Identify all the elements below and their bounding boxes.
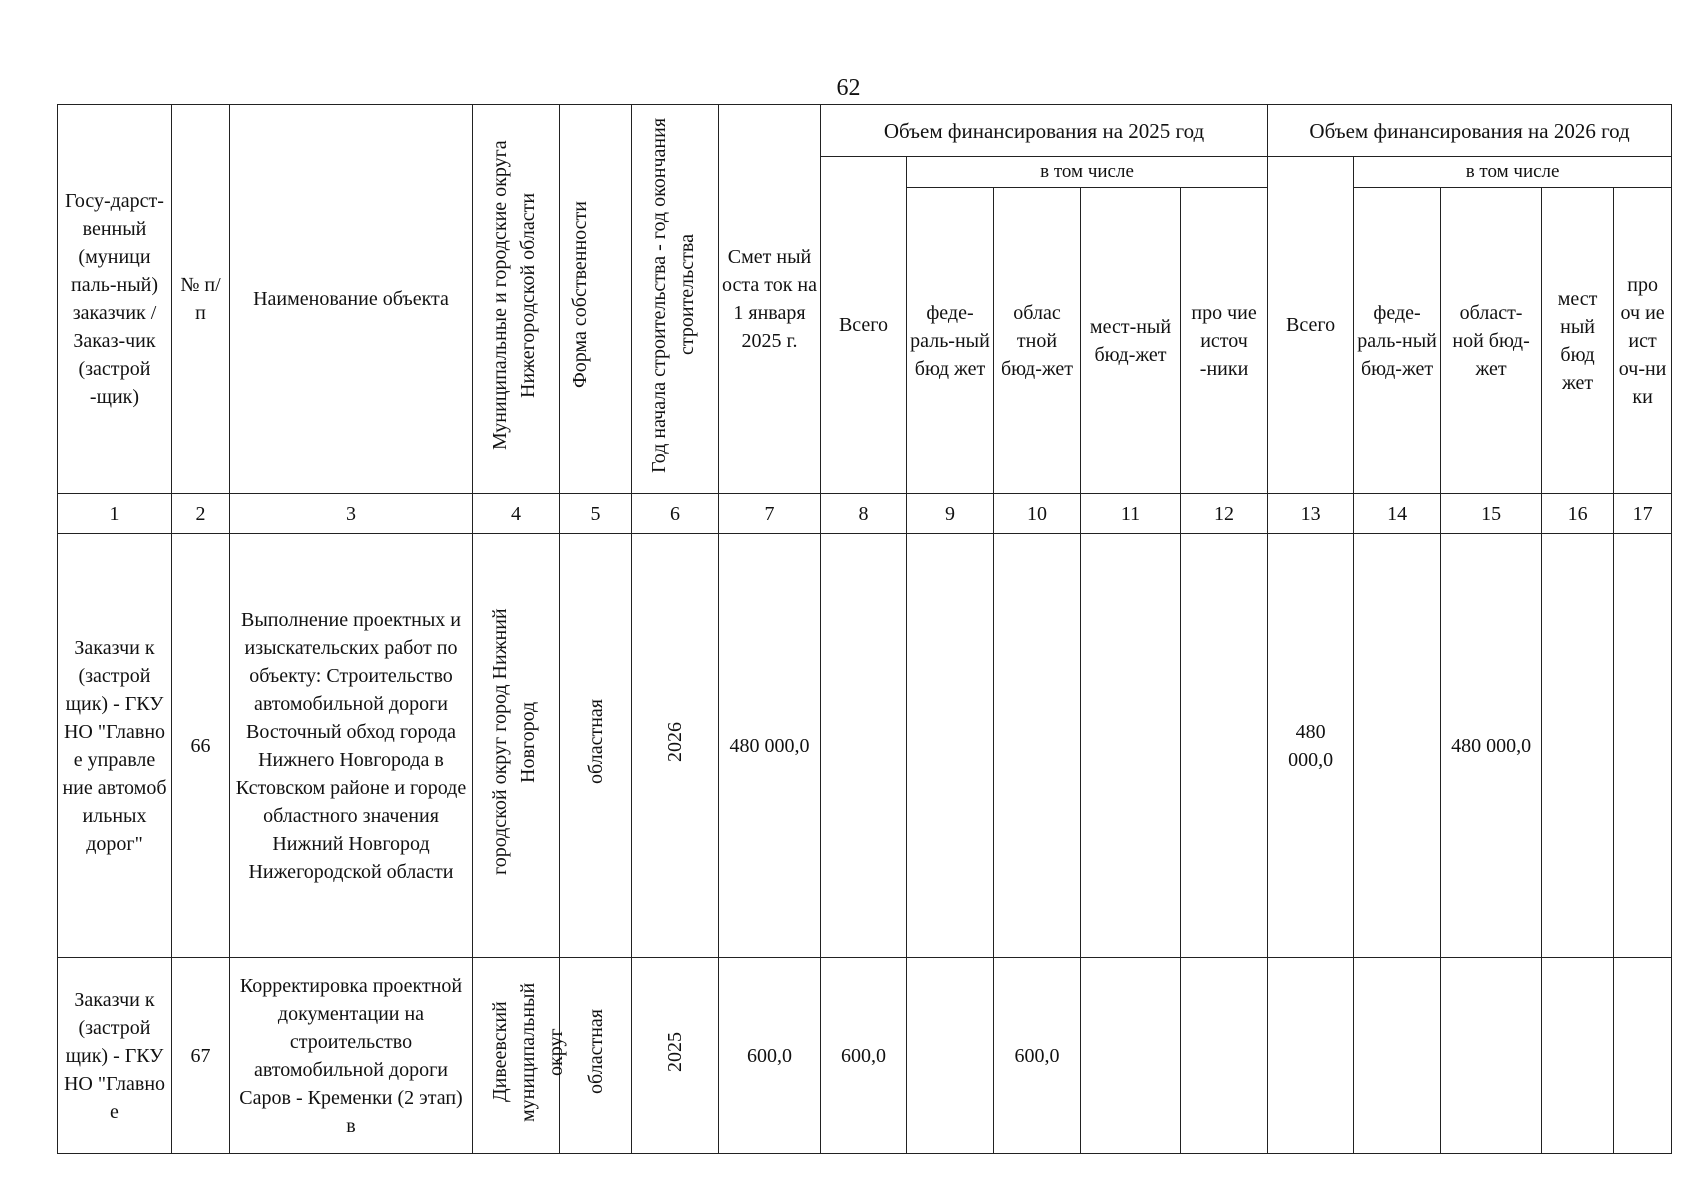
header-number: № п/п <box>172 105 230 494</box>
years-text: 2026 <box>664 721 686 762</box>
obl-2025-cell: 600,0 <box>994 958 1081 1154</box>
header-incl-2026: в том числе <box>1354 157 1672 188</box>
header-other-2026: про оч ие ист оч-ни ки <box>1614 188 1672 494</box>
header-total-2026: Всего <box>1268 157 1354 494</box>
ownership-text: областная <box>584 699 607 784</box>
header-district <box>473 105 560 494</box>
ownership-text: областная <box>584 1009 607 1094</box>
header-years-text: Год начала строительства - год окончания строительства <box>648 117 698 473</box>
fed-2025-cell <box>907 534 994 958</box>
col-number: 7 <box>719 494 821 534</box>
page-number: 62 <box>836 75 861 101</box>
header-fed-2026: феде-раль-ный бюд-жет <box>1354 188 1441 494</box>
col-number: 15 <box>1441 494 1542 534</box>
years-cell <box>632 958 719 1154</box>
years-cell <box>632 534 719 958</box>
object-name-cell: Корректировка проектной документации на строительство автомобильной дороги Саров - Кременки (2 этап) в <box>230 958 473 1154</box>
local-2025-cell <box>1081 534 1181 958</box>
header-years <box>632 105 719 494</box>
column-numbers-row <box>58 494 1672 534</box>
other-2026-cell <box>1614 534 1672 958</box>
obl-2025-cell <box>994 534 1081 958</box>
col-number: 16 <box>1542 494 1614 534</box>
header-row-groups <box>58 105 1672 157</box>
total-2026-cell: 480 000,0 <box>1268 534 1354 958</box>
other-2026-cell <box>1614 958 1672 1154</box>
object-name-cell: Выполнение проектных и изыскательских работ по объекту: Строительство автомобильной дороги Восточный обход города Нижнего Новгорода в Кстовском районе и городе областного значения Нижний Новгород Нижегородской области <box>230 534 473 958</box>
ownership-cell <box>560 958 632 1154</box>
col-number: 5 <box>560 494 632 534</box>
header-local-2025: мест-ный бюд-жет <box>1081 188 1181 494</box>
col-number: 1 <box>58 494 172 534</box>
col-number: 17 <box>1614 494 1672 534</box>
header-group-2025: Объем финансирования на 2025 год <box>821 105 1268 157</box>
district-cell <box>473 534 560 958</box>
header-object-name: Наименование объекта <box>230 105 473 494</box>
col-number: 9 <box>907 494 994 534</box>
total-2025-cell <box>821 534 907 958</box>
header-obl-2025: облас тной бюд-жет <box>994 188 1081 494</box>
header-district-text: Муниципальные и городские округа Нижегородской области <box>489 140 539 450</box>
table-row <box>58 958 1672 1154</box>
header-local-2026: мест ный бюд жет <box>1542 188 1614 494</box>
header-fed-2025: феде-раль-ный бюд жет <box>907 188 994 494</box>
obl-2026-cell <box>1441 958 1542 1154</box>
remainder-cell: 480 000,0 <box>719 534 821 958</box>
header-remainder: Смет ный оста ток на 1 января 2025 г. <box>719 105 821 494</box>
header-ownership-text: Форма собственности <box>568 201 591 389</box>
col-number: 10 <box>994 494 1081 534</box>
local-2025-cell <box>1081 958 1181 1154</box>
header-group-2026: Объем финансирования на 2026 год <box>1268 105 1672 157</box>
col-number: 6 <box>632 494 719 534</box>
row-number-cell: 66 <box>172 534 230 958</box>
header-customer: Госу-дарст-венный (муници паль-ный) заказчик / Заказ-чик (застрой -щик) <box>58 105 172 494</box>
ownership-cell <box>560 534 632 958</box>
customer-cell: Заказчи к (застрой щик) - ГКУ НО "Главно е управле ние автомоб ильных дорог" <box>58 534 172 958</box>
col-number: 8 <box>821 494 907 534</box>
col-number: 12 <box>1181 494 1268 534</box>
years-text: 2025 <box>664 1031 686 1072</box>
district-text: городской округ город Нижний Новгород <box>489 608 539 875</box>
fed-2025-cell <box>907 958 994 1154</box>
district-text: Дивеевский муниципальный округ <box>489 981 567 1122</box>
header-ownership <box>560 105 632 494</box>
obl-2026-cell: 480 000,0 <box>1441 534 1542 958</box>
col-number: 2 <box>172 494 230 534</box>
local-2026-cell <box>1542 958 1614 1154</box>
header-incl-2025: в том числе <box>907 157 1268 188</box>
fed-2026-cell <box>1354 534 1441 958</box>
col-number: 3 <box>230 494 473 534</box>
financing-table <box>57 104 1672 1154</box>
col-number: 4 <box>473 494 560 534</box>
district-cell <box>473 958 567 1154</box>
fed-2026-cell <box>1354 958 1441 1154</box>
col-number: 14 <box>1354 494 1441 534</box>
row-number-cell: 67 <box>172 958 230 1154</box>
total-2025-cell: 600,0 <box>821 958 907 1154</box>
total-2026-cell <box>1268 958 1354 1154</box>
other-2025-cell <box>1181 534 1268 958</box>
header-obl-2026: област-ной бюд-жет <box>1441 188 1542 494</box>
header-total-2025: Всего <box>821 157 907 494</box>
other-2025-cell <box>1181 958 1268 1154</box>
customer-cell: Заказчи к (застрой щик) - ГКУ НО "Главно е <box>58 958 172 1154</box>
col-number: 13 <box>1268 494 1354 534</box>
local-2026-cell <box>1542 534 1614 958</box>
col-number: 11 <box>1081 494 1181 534</box>
remainder-cell: 600,0 <box>719 958 821 1154</box>
table-row <box>58 534 1672 958</box>
header-other-2025: про чие источ -ники <box>1181 188 1268 494</box>
